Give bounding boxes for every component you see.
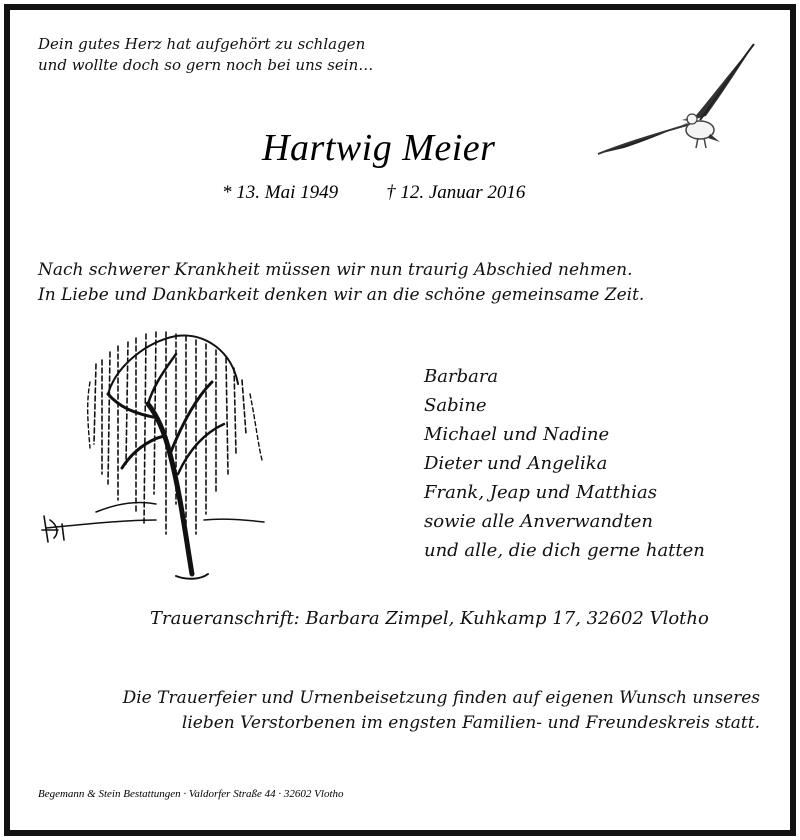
mourners-list: [424, 362, 705, 565]
mourner-item: Michael und Nadine: [424, 424, 610, 445]
ceremony-notice: [123, 686, 760, 736]
ceremony-line-2: lieben Verstorbenen im engsten Familien- und Freundeskreis statt.: [181, 713, 760, 733]
death-date: † 12. Januar 2016: [386, 182, 526, 203]
life-dates: [222, 182, 525, 204]
mourner-item: Dieter und Angelika: [424, 453, 608, 474]
undertaker-footer: Begemann & Stein Bestattungen · Valdorfer Straße 44 · 32602 Vlotho: [38, 788, 344, 800]
mourner-item: Frank, Jeap und Matthias: [424, 482, 657, 503]
mourner-item: und alle, die dich gerne hatten: [424, 540, 705, 561]
mourner-item: Barbara: [424, 366, 499, 387]
verse-line-1: Dein gutes Herz hat aufgehört zu schlagen: [38, 35, 366, 53]
mourning-address: Traueranschrift: Barbara Zimpel, Kuhkamp 17, 32602 Vlotho: [150, 608, 709, 629]
intro-text: [38, 258, 644, 308]
verse: [38, 34, 373, 76]
weeping-willow-icon: [36, 324, 268, 588]
ceremony-line-1: Die Trauerfeier und Urnenbeisetzung finden auf eigenen Wunsch unseres: [122, 688, 760, 708]
intro-line-2: In Liebe und Dankbarkeit denken wir an die schöne gemeinsame Zeit.: [38, 285, 645, 305]
deceased-name: Hartwig Meier: [262, 127, 496, 169]
mourner-item: Sabine: [424, 395, 487, 416]
intro-line-1: Nach schwerer Krankheit müssen wir nun traurig Abschied nehmen.: [38, 260, 633, 280]
seagull-icon: [594, 40, 762, 160]
verse-line-2: und wollte doch so gern noch bei uns sein…: [38, 56, 374, 74]
mourner-item: sowie alle Anverwandten: [424, 511, 653, 532]
birth-date: * 13. Mai 1949: [222, 182, 339, 203]
